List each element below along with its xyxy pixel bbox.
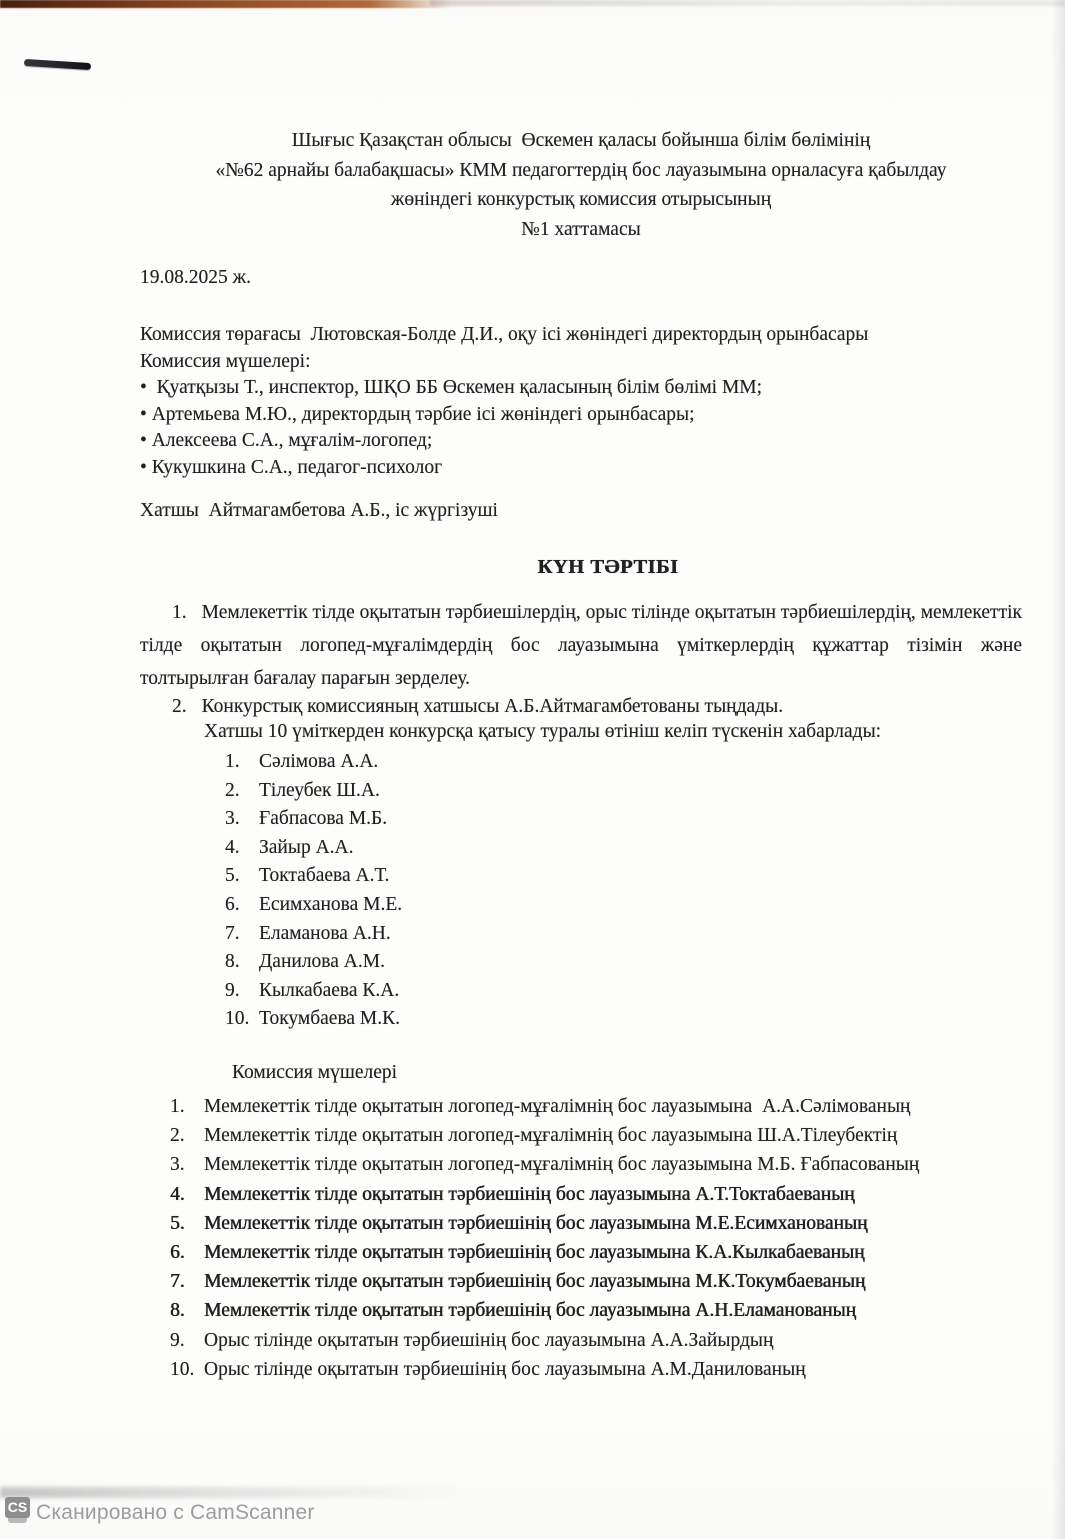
decision-number: 8. [170,1300,185,1322]
candidate-number: 6. [225,893,240,915]
secretary-line: Хатшы Айтмагамбетова А.Б., іс жүргізуші [140,500,498,521]
decision-row [170,1238,919,1267]
document-title-line: №1 хаттамасы [521,218,641,240]
candidate-row [225,748,402,777]
candidate-number: 3. [225,808,240,830]
decision-number: 7. [170,1271,185,1293]
candidate-row [225,948,402,977]
candidate-name: Сәлімова А.А. [259,751,379,772]
candidate-name: Данилова А.М. [259,951,385,973]
decision-text: Мемлекеттік тілде оқытатын логопед-мұғалімнің бос лауазымына Ш.А.Тілеубектің [204,1125,898,1147]
candidate-name: Кылкабаева К.А. [259,979,400,1001]
decision-text: Мемлекеттік тілде оқытатын тәрбиешінің бос лауазымына М.К.Токумбаеваның [204,1271,866,1293]
decision-row [170,1267,919,1296]
decision-text: Орыс тілінде оқытатын тәрбиешінің бос лауазымына А.М.Данилованың [204,1358,806,1380]
decision-text: Мемлекеттік тілде оқытатын тәрбиешінің бос лауазымына К.А.Кылкабаеваның [204,1241,865,1263]
scan-shadow [1051,0,1065,1539]
camscanner-logo-icon [5,1497,30,1523]
decision-number: 6. [170,1241,185,1263]
candidate-number: 4. [225,836,240,858]
decision-text: Мемлекеттік тілде оқытатын тәрбиешінің бос лауазымына М.Е.Есимханованың [204,1212,868,1234]
candidate-number: 1. [225,751,240,772]
candidate-name: Тілеубек Ш.А. [259,779,380,801]
camscanner-logo-base [8,1518,27,1523]
commission-member-item: • Артемьева М.Ю., директордың тәрбие ісі жөніндегі орынбасары; [140,403,695,425]
decision-number: 9. [170,1329,185,1351]
decision-text: Мемлекеттік тілде оқытатын логопед-мұғалімнің бос лауазымына М.Б. Ғабпасованың [204,1154,920,1176]
candidate-row [225,920,402,949]
decision-number: 4. [170,1183,185,1205]
agenda-item-number: 2. [172,696,187,717]
document-date: 19.08.2025 ж. [140,267,251,288]
decision-number: 3. [170,1154,185,1176]
candidate-number: 9. [225,979,240,1001]
decision-number: 5. [170,1212,185,1234]
decision-text: Мемлекеттік тілде оқытатын логопед-мұғалімнің бос лауазымына А.А.Сәлімованың [204,1096,911,1117]
camscanner-cs-monogram: CS [5,1497,30,1518]
candidate-row [225,862,402,891]
decision-row [170,1296,919,1325]
document-title-line: жөніндегі конкурстық комиссия отырысының [390,189,772,210]
commission-chair-line: Комиссия төрағасы Лютовская-Болде Д.И., оқу ісі жөніндегі директордың орынбасары [140,324,869,345]
candidate-name: Зайыр А.А. [259,836,354,858]
decision-number: 10. [170,1358,195,1380]
candidate-name: Есимханова М.Е. [259,893,403,915]
decision-text: Мемлекеттік тілде оқытатын тәрбиешінің бос лауазымына А.Н.Еламанованың [204,1300,857,1322]
agenda-item-text: Конкурстық комиссияның хатшысы А.Б.Айтмагамбетованы тыңдады. [201,696,784,717]
candidate-list [225,748,402,1034]
candidate-row [225,1005,402,1034]
candidate-name: Ғабпасова М.Б. [259,808,388,830]
scan-smudge-artifact [0,1487,470,1498]
candidate-row [225,777,402,806]
decision-row [170,1355,919,1384]
scan-edge-artifact [0,0,452,8]
decision-row [170,1180,919,1209]
candidate-number: 8. [225,951,240,973]
scan-edge-haze [430,0,1065,6]
camscanner-watermark-text: Сканировано с CamScanner [36,1501,315,1524]
candidate-row [225,977,402,1006]
decision-row [170,1209,919,1238]
candidate-number: 5. [225,865,240,887]
agenda-item-1 [140,596,1022,695]
candidate-row [225,891,402,920]
decision-row [170,1092,919,1121]
agenda-item-2 [140,690,1022,723]
commission-member-item: • Қуатқызы Т., инспектор, ШҚО ББ Өскемен қаласының білім бөлімі ММ; [140,377,763,398]
candidate-number: 2. [225,779,240,801]
candidate-name: Токумбаева М.К. [259,1008,401,1030]
decision-number: 2. [170,1125,185,1147]
decision-list [170,1092,919,1384]
decision-row [170,1121,919,1150]
decision-row [170,1150,919,1179]
agenda-heading: КҮН ТӘРТІБІ [537,556,679,578]
commission-members-heading: Комиссия мүшелері [232,1062,398,1083]
agenda-note: Хатшы 10 үміткерден конкурсқа қатысу туралы өтініш келіп түскенін хабарлады: [204,721,882,742]
candidate-number: 7. [225,922,240,944]
commission-member-item: • Алексеева С.А., мұғалім-логопед; [140,430,433,451]
agenda-item-number: 1. [172,602,187,623]
commission-members-label: Комиссия мүшелері: [140,350,311,372]
candidate-row [225,834,402,863]
decision-text: Мемлекеттік тілде оқытатын тәрбиешінің бос лауазымына А.Т.Токтабаеваның [204,1183,855,1205]
decision-row [170,1326,919,1355]
candidate-row [225,805,402,834]
candidate-number: 10. [225,1008,250,1030]
pen-mark-artifact [24,59,91,70]
candidate-name: Еламанова А.Н. [259,922,391,944]
document-title-line: «№62 арнайы балабақшасы» КММ педагогтердің бос лауазымына орналасуға қабылдау [215,159,947,181]
candidate-name: Токтабаева А.Т. [259,865,390,887]
commission-block [140,322,1040,481]
document-title-line: Шығыс Қазақстан облысы Өскемен қаласы бойынша білім бөлімінің [291,130,871,151]
document-title [140,126,1022,244]
commission-member-item: • Кукушкина С.А., педагог-психолог [140,456,443,478]
decision-text: Орыс тілінде оқытатын тәрбиешінің бос лауазымына А.А.Зайырдың [204,1329,774,1351]
decision-number: 1. [170,1096,185,1117]
agenda-item-text: Мемлекеттік тілде оқытатын тәрбиешілердің, орыс тілінде оқытатын тәрбиешілердің, мемлекеттік тілде оқытатын логопед-мұғалімдердің бос лауазымына үміткерлердің құжаттар тізімін және толтырылған бағалау парағын зерделеу. [140,602,1022,689]
